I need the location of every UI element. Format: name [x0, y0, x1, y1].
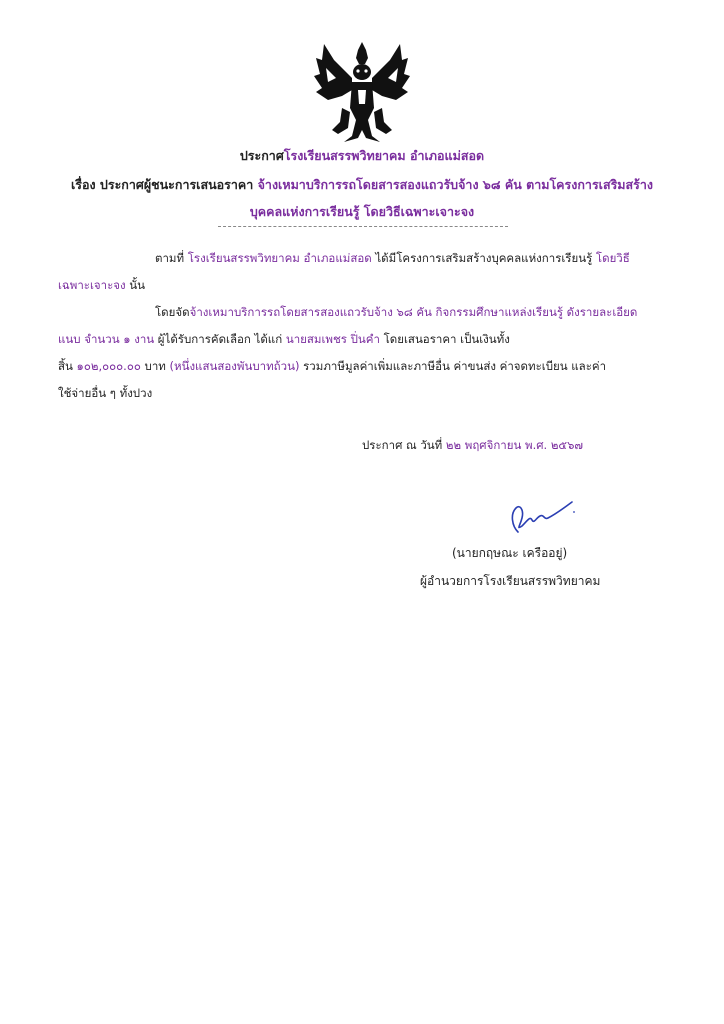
- bid-amount-text: (หนึ่งแสนสองพันบาทถ้วน): [169, 359, 300, 373]
- method-text: โดยวิธี: [595, 251, 630, 265]
- body-line-6: [58, 385, 152, 403]
- body-text: สิ้น: [58, 359, 77, 373]
- subject-text-cont: บุคคลแห่งการเรียนรู้ โดยวิธีเฉพาะเจาะจง: [249, 204, 475, 219]
- handwritten-signature: [498, 496, 578, 536]
- announcement-title: [0, 146, 724, 166]
- announce-date-line: [362, 437, 583, 455]
- body-text: โดยจัด: [155, 305, 190, 319]
- body-text: บาท: [140, 359, 170, 373]
- job-description: แนบ จำนวน ๑ งาน: [58, 332, 155, 346]
- body-text: โดยเสนอราคา เป็นเงินทั้ง: [379, 332, 510, 346]
- subject-line: [0, 175, 724, 195]
- body-text: นั้น: [125, 278, 146, 292]
- announce-date: ๒๒ พฤศจิกายน พ.ศ. ๒๕๖๗: [445, 438, 584, 452]
- subject-prefix: เรื่อง ประกาศผู้ชนะการเสนอราคา: [70, 177, 258, 192]
- announce-prefix: ประกาศ ณ วันที่: [362, 438, 446, 452]
- body-line-3: [155, 304, 637, 322]
- body-text: ได้มีโครงการเสริมสร้างบุคคลแห่งการเรียนรู้: [371, 251, 596, 265]
- winner-name: นายสมเพชร ปิ่นคำ: [285, 332, 380, 346]
- school-name: โรงเรียนสรรพวิทยาคม อำเภอแม่สอด: [187, 251, 372, 265]
- signer-position: ผู้อำนวยการโรงเรียนสรรพวิทยาคม: [420, 574, 601, 588]
- subject-text: จ้างเหมาบริการรถโดยสารสองแถวรับจ้าง ๖๘ คัน ตามโครงการเสริมสร้าง: [257, 177, 653, 192]
- subject-line-cont: [0, 202, 724, 222]
- body-text: ตามที่: [155, 251, 188, 265]
- bid-amount: ๑๐๒,๐๐๐.๐๐: [76, 359, 141, 373]
- body-line-2: [58, 277, 145, 295]
- body-line-4: [58, 331, 510, 349]
- header-divider: [218, 226, 508, 227]
- body-text: ใช้จ่ายอื่น ๆ ทั้งปวง: [58, 386, 153, 400]
- body-line-5: [58, 358, 606, 376]
- garuda-emblem: [312, 38, 412, 148]
- title-school: โรงเรียนสรรพวิทยาคม อำเภอแม่สอด: [283, 148, 485, 163]
- title-prefix: ประกาศ: [239, 148, 284, 163]
- body-text: ผู้ได้รับการคัดเลือก ได้แก่: [154, 332, 286, 346]
- body-line-1: [155, 250, 630, 268]
- body-text: รวมภาษีมูลค่าเพิ่มและภาษีอื่น ค่าขนส่ง ค่าจดทะเบียน และค่า: [299, 359, 607, 373]
- signer-name: (นายกฤษณะ เครืออยู่): [452, 546, 568, 560]
- method-text: เฉพาะเจาะจง: [58, 278, 126, 292]
- job-description: จ้างเหมาบริการรถโดยสารสองแถวรับจ้าง ๖๘ คัน กิจกรรมศึกษาแหล่งเรียนรู้ ดังรายละเอียด: [189, 305, 638, 319]
